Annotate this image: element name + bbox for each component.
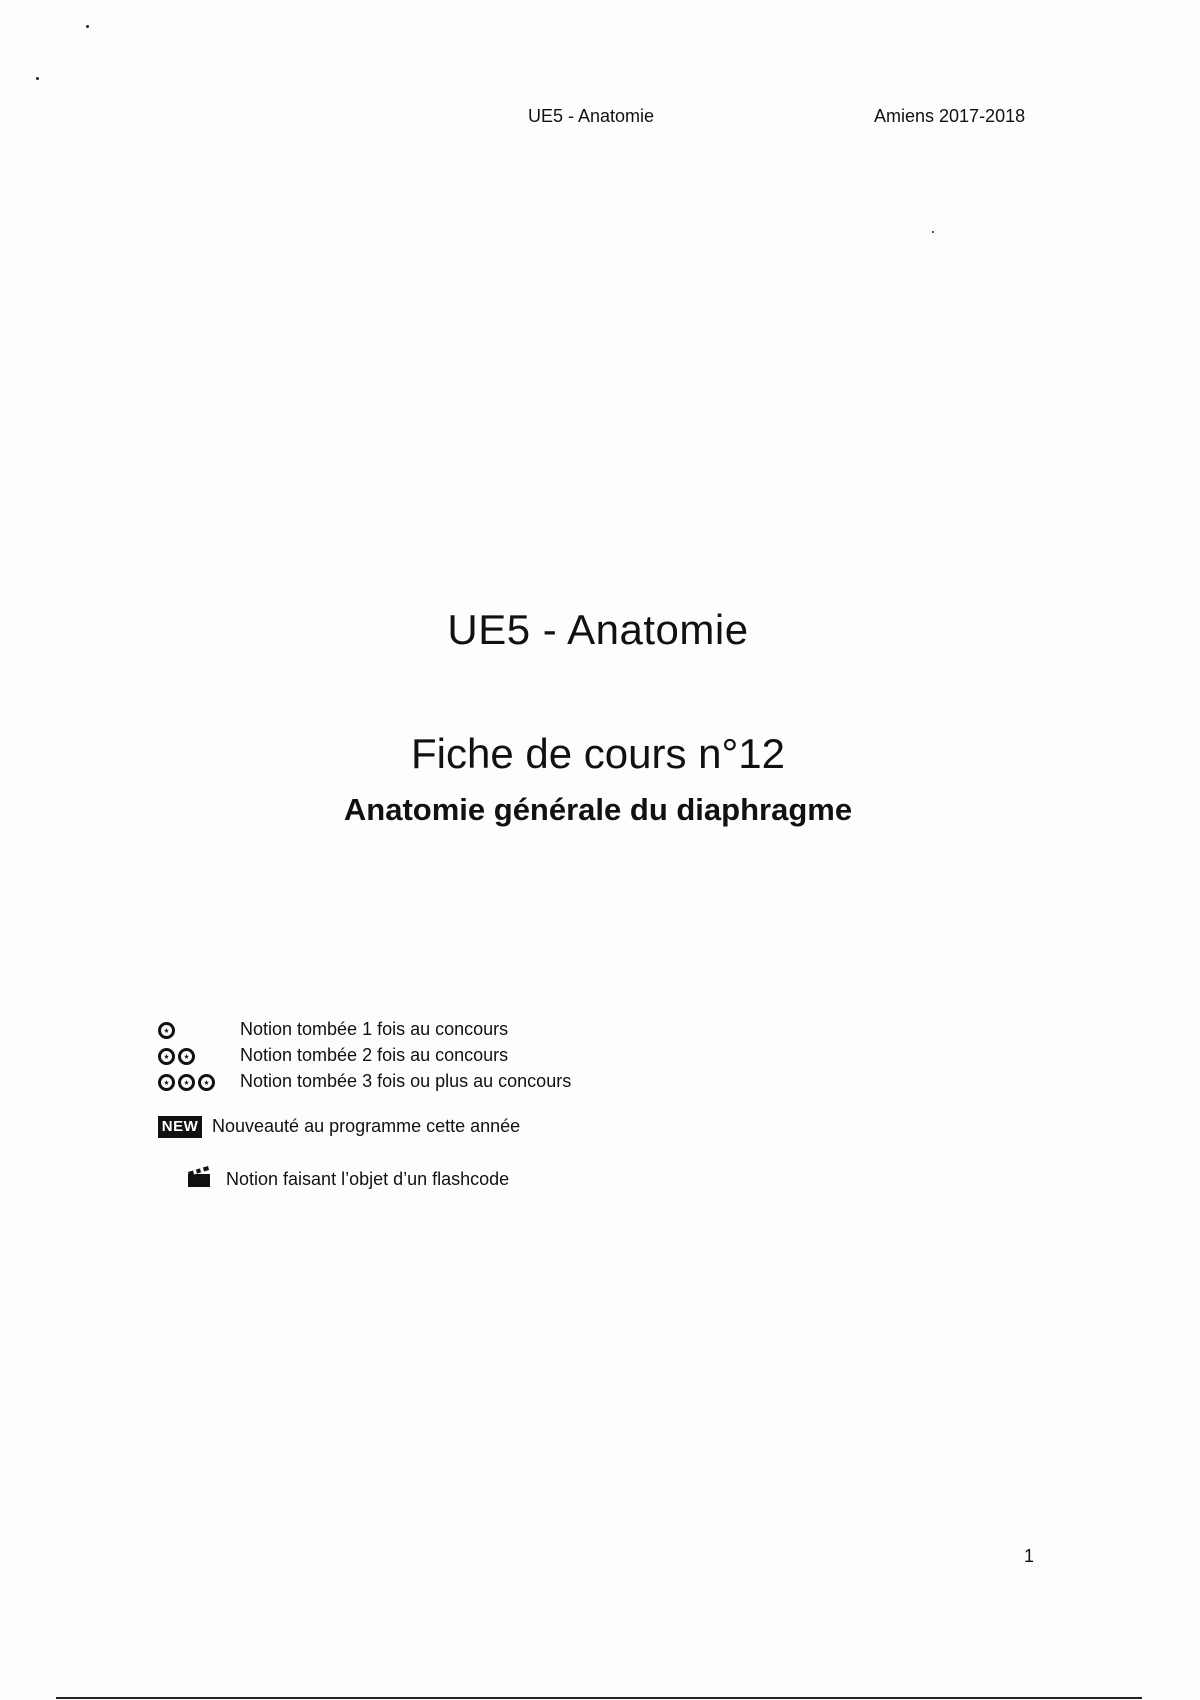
main-title: UE5 - Anatomie	[447, 606, 749, 653]
legend-row-3	[158, 1068, 718, 1094]
bottom-rule	[56, 1697, 1142, 1699]
legend-label: Notion tombée 2 fois au concours	[240, 1045, 509, 1065]
legend	[158, 1016, 718, 1192]
page-number: 1	[1024, 1546, 1035, 1566]
star-circle-icon	[158, 1074, 175, 1091]
legend-row-2	[158, 1042, 718, 1068]
scan-speck	[36, 77, 39, 80]
legend-row-flashcode	[158, 1162, 718, 1192]
sheet-title: Fiche de cours n°12	[410, 730, 785, 777]
header-course: UE5 - Anatomie	[528, 106, 655, 126]
star-circle-icon	[158, 1022, 175, 1039]
legend-label: Nouveauté au programme cette année	[212, 1116, 521, 1136]
clapperboard-icon	[186, 1164, 212, 1188]
star-circle-icon	[158, 1048, 175, 1065]
legend-label: Notion tombée 1 fois au concours	[240, 1019, 509, 1039]
sheet-subtitle: Anatomie générale du diaphragme	[343, 792, 853, 827]
star-circle-icon	[178, 1074, 195, 1091]
star-circle-icon	[198, 1074, 215, 1091]
scan-speck	[932, 231, 934, 233]
stars-2	[158, 1048, 195, 1064]
header-location-year: Amiens 2017-2018	[874, 106, 1026, 126]
star-circle-icon	[178, 1048, 195, 1065]
scan-speck	[86, 25, 89, 28]
new-badge: NEW	[158, 1116, 202, 1138]
stars-1	[158, 1022, 175, 1038]
legend-row-1	[158, 1016, 718, 1042]
legend-label: Notion faisant l’objet d’un flashcode	[226, 1169, 510, 1189]
stars-3	[158, 1074, 215, 1090]
legend-label: Notion tombée 3 fois ou plus au concours	[240, 1071, 572, 1091]
legend-row-new	[158, 1112, 718, 1140]
